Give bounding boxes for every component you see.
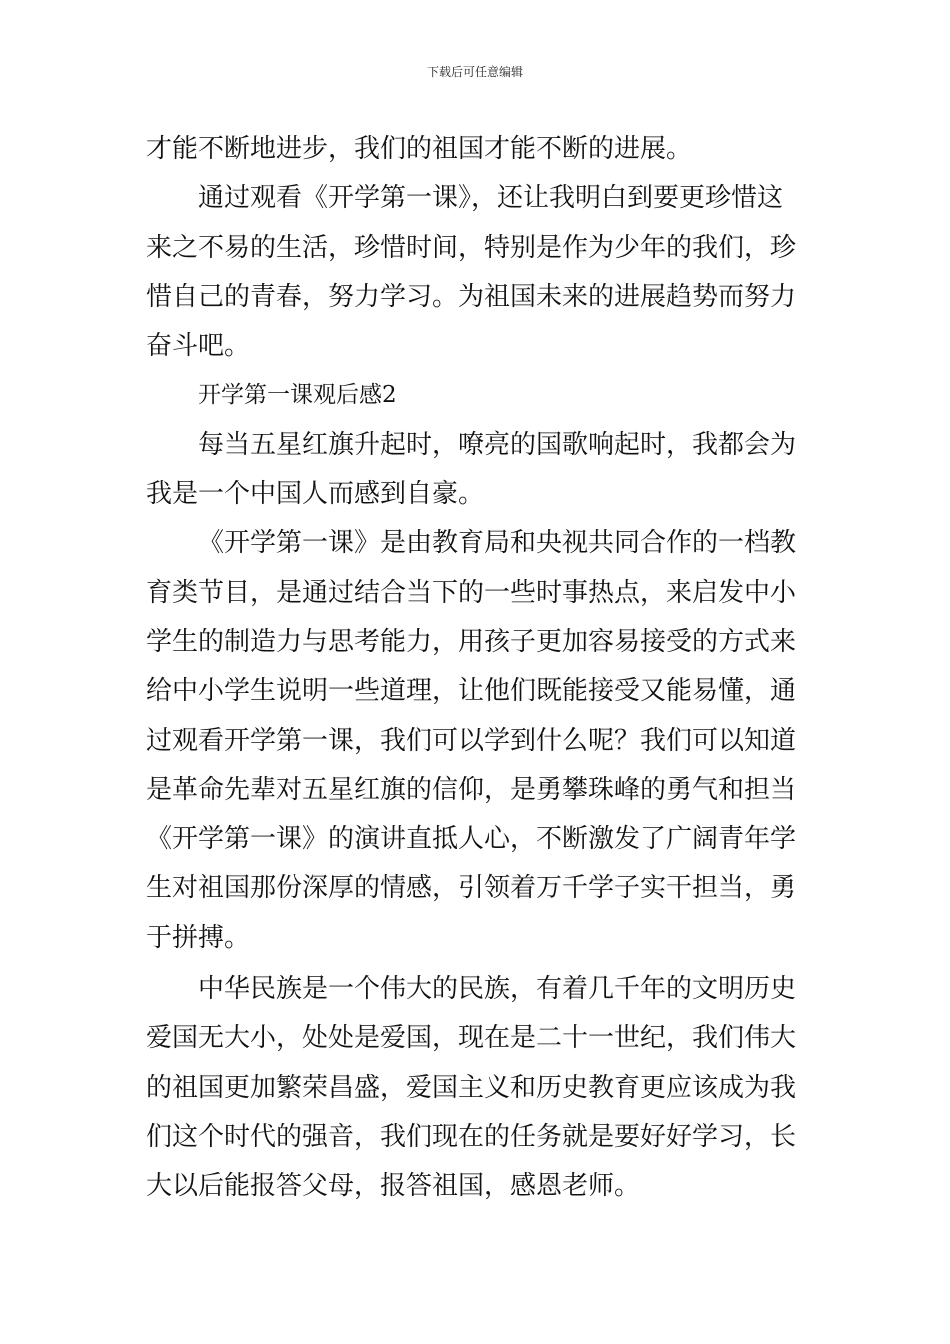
paragraph-start: 通过观看《开学第一课》，还让我明白到要更珍惜这: [198, 183, 784, 214]
text-line: 学生的制造力与思考能力，用孩子更加容易接受的方式来: [146, 626, 797, 657]
text-line: 生对祖国那份深厚的情感，引领着万千学子实干担当，勇: [146, 873, 797, 904]
text-line: 大以后能报答父母，报答祖国，感恩老师。: [146, 1171, 641, 1202]
paragraph-start: 中华民族是一个伟大的民族，有着几千年的文明历史: [198, 974, 797, 1005]
text-line: 育类节目，是通过结合当下的一些时事热点，来启发中小: [146, 577, 797, 608]
section-title: 开学第一课观后感2: [198, 382, 397, 409]
text-line: 才能不断地进步，我们的祖国才能不断的进展。: [146, 134, 693, 164]
text-line: 的祖国更加繁荣昌盛，爱国主义和历史教育更应该成为我: [146, 1072, 797, 1103]
text-line: 给中小学生说明一些道理，让他们既能接受又能易懂，通: [146, 676, 797, 707]
text-line: 爱国无大小，处处是爱国，现在是二十一世纪，我们伟大: [146, 1023, 797, 1054]
document-body: [146, 125, 808, 1212]
text-line: 们这个时代的强音，我们现在的任务就是要好好学习，长: [146, 1121, 797, 1152]
text-line: 奋斗吧。: [146, 331, 251, 362]
text-line: 于拼搏。: [146, 922, 251, 953]
page-header: 下载后可任意编辑: [426, 65, 523, 79]
text-line: 惜自己的青春，努力学习。为祖国未来的进展趋势而努力: [146, 281, 797, 312]
text-line: 是革命先辈对五星红旗的信仰，是勇攀珠峰的勇气和担当: [146, 774, 797, 805]
text-line: 过观看开学第一课，我们可以学到什么呢？我们可以知道: [146, 725, 797, 756]
text-line: 来之不易的生活，珍惜时间，特别是作为少年的我们，珍: [146, 232, 797, 263]
paragraph-start: 《开学第一课》是由教育局和央视共同合作的一档教: [198, 528, 797, 559]
text-line: 《开学第一课》的演讲直抵人心，不断激发了广阔青年学: [146, 824, 797, 855]
text-line: 我是一个中国人而感到自豪。: [146, 479, 485, 510]
paragraph-start: 每当五星红旗升起时，嘹亮的国歌响起时，我都会为: [198, 429, 797, 460]
